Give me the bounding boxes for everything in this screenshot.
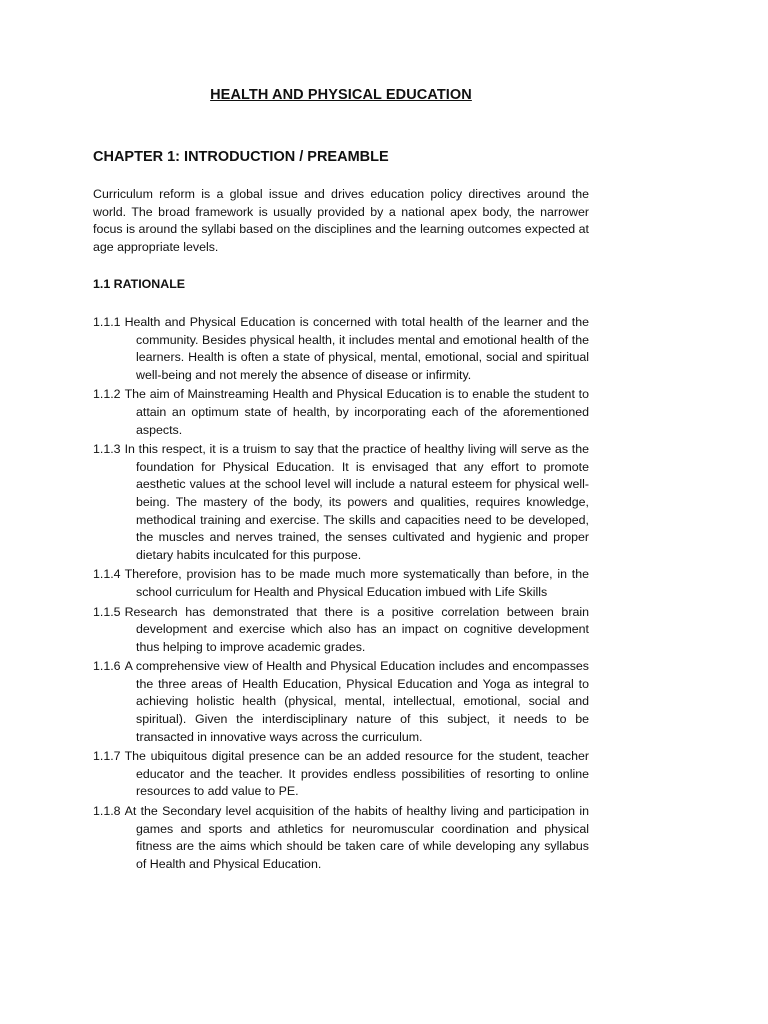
item-number: 1.1.1: [93, 315, 121, 329]
item-number: 1.1.7: [93, 749, 121, 764]
rationale-list: [93, 314, 589, 875]
chapter-heading: CHAPTER 1: INTRODUCTION / PREAMBLE: [93, 149, 389, 165]
item-number: 1.1.2: [93, 387, 121, 402]
item-text: Therefore, provision has to be made much more systematically than before, in the school curriculum for Health and Physical Education imbued with Life Skills: [124, 567, 589, 599]
rationale-item: [93, 604, 589, 657]
intro-paragraph: Curriculum reform is a global issue and drives education policy directives around the world. The broad framework is usually provided by a national apex body, the narrower focus is around the syllabi based on the disciplines and the learning outcomes expected at age appropriate levels.: [93, 187, 589, 254]
item-number: 1.1.8: [93, 804, 121, 819]
rationale-item: [93, 386, 589, 439]
item-text: The ubiquitous digital presence can be an added resource for the student, teacher educator and the teacher. It provides endless possibilities of resorting to online resources to add value to PE.: [124, 749, 589, 799]
rationale-item: [93, 748, 589, 801]
rationale-item: [93, 441, 589, 564]
item-number: 1.1.5: [93, 604, 121, 619]
section-heading-rationale: 1.1 RATIONALE: [93, 277, 186, 291]
item-number: 1.1.3: [93, 442, 121, 457]
rationale-item: [93, 658, 589, 746]
item-text: In this respect, it is a truism to say that the practice of healthy living will serve as the foundation for Physical Education. It is envisaged that any effort to promote aesthetic values at the school level will include a natural esteem for physical well-being. The mastery of the body, its powers and qualities, requires knowledge, methodical training and exercise. The skills and capacities need to be developed, the muscles and nerves trained, the senses cultivated and hygienic and proper dietary habits inculcated for this purpose.: [124, 442, 589, 562]
item-number: 1.1.4: [93, 567, 121, 582]
item-text: Health and Physical Education is concerned with total health of the learner and the community. Besides physical health, it includes mental and emotional health of the learners. Health is often a state of physical, mental, emotional, social and spiritual well-being and not merely the absence of disease or infirmity.: [124, 315, 589, 382]
item-text: A comprehensive view of Health and Physical Education includes and encompasses the three areas of Health Education, Physical Education and Yoga as integral to achieving holistic health (physical, mental, intellectual, emotional, social and spiritual). Given the interdisciplinary nature of this subject, it needs to be transacted in innovative ways across the curriculum.: [124, 659, 589, 744]
item-number: 1.1.6: [93, 659, 121, 674]
item-text: Research has demonstrated that there is a positive correlation between brain development and exercise which also has an impact on cognitive development thus helping to improve academic grades.: [124, 604, 589, 654]
rationale-item: [93, 803, 589, 873]
document-title: HEALTH AND PHYSICAL EDUCATION: [210, 87, 472, 103]
item-text: The aim of Mainstreaming Health and Physical Education is to enable the student to attain an optimum state of health, by incorporating each of the aforementioned aspects.: [124, 387, 589, 437]
item-text: At the Secondary level acquisition of the habits of healthy living and participation in games and sports and athletics for neuromuscular coordination and physical fitness are the aims which should be taken care of while developing any syllabus of Health and Physical Education.: [124, 804, 589, 871]
rationale-item: [93, 566, 589, 601]
rationale-item: [93, 314, 589, 384]
